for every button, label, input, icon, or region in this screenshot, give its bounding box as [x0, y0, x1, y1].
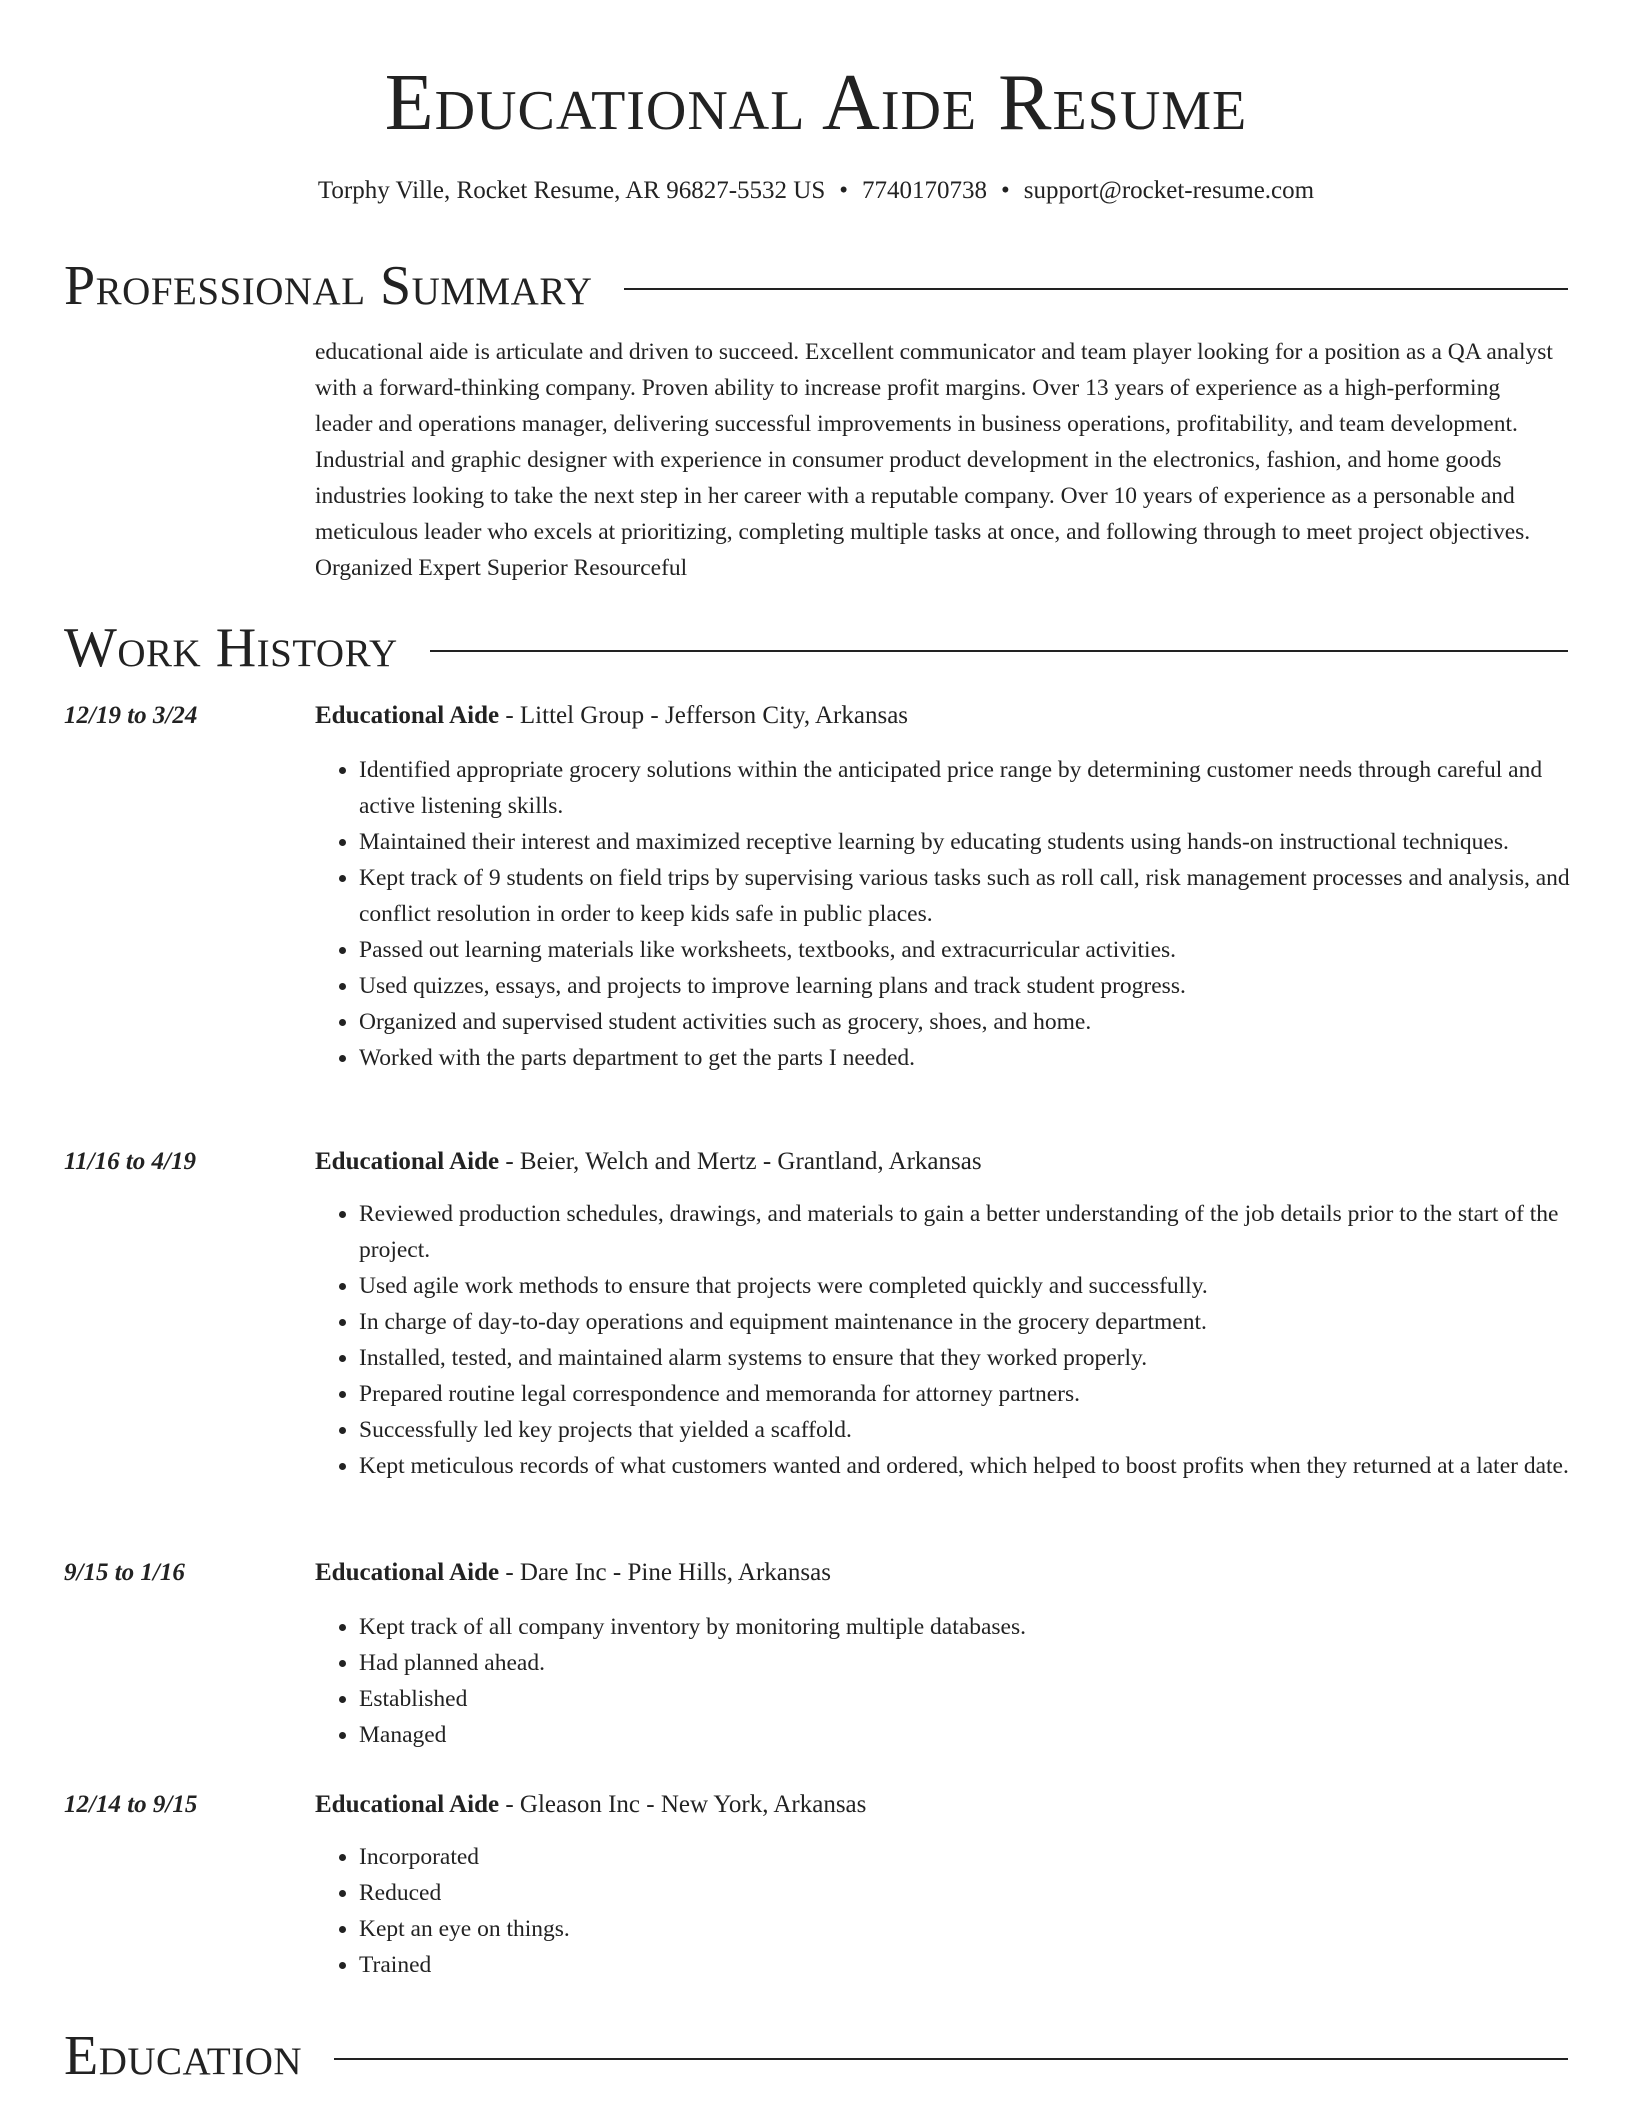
contact-separator: • — [1001, 177, 1010, 204]
job-dates: 12/14 to 9/15 — [64, 1791, 198, 1818]
job-dates: 12/19 to 3/24 — [64, 702, 198, 729]
section-header-work-history — [64, 616, 1568, 680]
job-dates: 9/15 to 1/16 — [64, 1559, 185, 1586]
job-employer-location: - Dare Inc - Pine Hills, Arkansas — [499, 1559, 831, 1586]
contact-email: support@rocket-resume.com — [1023, 177, 1315, 204]
job-bullet: • Established — [359, 1681, 1599, 1717]
contact-line — [64, 176, 1568, 206]
job-role: Educational Aide — [315, 1559, 500, 1586]
section-header-education — [64, 2024, 1568, 2088]
job-headline — [315, 1555, 831, 1591]
job-bullet: • Installed, tested, and maintained alarm systems to ensure that they worked properly. — [359, 1340, 1599, 1376]
resume-title: Educational Aide Resume — [384, 59, 1248, 147]
job-bullet: • Worked with the parts department to get the parts I needed. — [359, 1040, 1599, 1076]
section-title-education: Education — [64, 2025, 303, 2087]
section-divider — [430, 650, 1568, 652]
job-bullet: • Identified appropriate grocery solutions within the anticipated price range by determining customer needs through careful and active listening skills. — [359, 752, 1599, 824]
job-bullet: • Had planned ahead. — [359, 1645, 1599, 1681]
job-bullet: • Reviewed production schedules, drawings, and materials to gain a better understanding of the job details prior to the start of the project. — [359, 1196, 1599, 1268]
job-headline — [315, 698, 908, 734]
job-bullet: • Organized and supervised student activities such as grocery, shoes, and home. — [359, 1004, 1599, 1040]
section-title-summary: Professional Summary — [64, 255, 593, 317]
contact-separator: • — [839, 177, 849, 204]
job-bullet: • Prepared routine legal correspondence and memoranda for attorney partners. — [359, 1376, 1599, 1412]
job-headline — [315, 1144, 982, 1180]
job-bullet-list — [315, 752, 1599, 1076]
job-role: Educational Aide — [315, 1148, 500, 1175]
section-divider — [334, 2058, 1568, 2060]
job-bullet: • Incorporated — [359, 1839, 1599, 1875]
job-bullet-list — [315, 1609, 1599, 1753]
job-role: Educational Aide — [315, 702, 500, 729]
job-bullet: • Kept an eye on things. — [359, 1911, 1599, 1947]
contact-address: Torphy Ville, Rocket Resume, AR 96827-5532 US — [317, 177, 826, 204]
job-headline — [315, 1787, 866, 1823]
job-bullet: • Maintained their interest and maximized receptive learning by educating students using hands-on instructional techniques. — [359, 824, 1599, 860]
job-bullet: • Managed — [359, 1717, 1599, 1753]
job-dates: 11/16 to 4/19 — [64, 1148, 196, 1175]
section-header-summary — [64, 254, 1568, 318]
job-bullet: • Passed out learning materials like worksheets, textbooks, and extracurricular activities. — [359, 932, 1599, 968]
job-bullet: • Successfully led key projects that yielded a scaffold. — [359, 1412, 1599, 1448]
job-bullet: • Kept track of all company inventory by monitoring multiple databases. — [359, 1609, 1599, 1645]
job-bullet: • Used agile work methods to ensure that projects were completed quickly and successfully. — [359, 1268, 1599, 1304]
section-divider — [624, 288, 1568, 290]
job-bullet: • Kept meticulous records of what customers wanted and ordered, which helped to boost profits when they returned at a later date. — [359, 1448, 1599, 1484]
job-bullet: • In charge of day-to-day operations and equipment maintenance in the grocery department. — [359, 1304, 1599, 1340]
summary-text: educational aide is articulate and driven to succeed. Excellent communicator and team player looking for a position as a QA analyst with a forward-thinking company. Proven ability to increase profit margins. Over 13 years of experience as a high-performing leader and operations manager, delivering successful improvements in business operations, profitability, and team development. Industrial and graphic designer with experience in consumer product development in the electronics, fashion, and home goods industries looking to take the next step in her career with a reputable company. Over 10 years of experience as a personable and meticulous leader who excels at prioritizing, completing multiple tasks at once, and following through to meet project objectives. Organized Expert Superior Resourceful — [315, 339, 1553, 581]
job-employer-location: - Littel Group - Jefferson City, Arkansas — [499, 702, 909, 729]
job-employer-location: - Beier, Welch and Mertz - Grantland, Arkansas — [499, 1148, 982, 1175]
contact-phone: 7740170738 — [862, 177, 988, 204]
job-bullet: • Used quizzes, essays, and projects to improve learning plans and track student progress. — [359, 968, 1599, 1004]
section-title-work-history: Work History — [64, 617, 398, 679]
job-bullet-list — [315, 1839, 1599, 1983]
job-bullet: • Reduced — [359, 1875, 1599, 1911]
job-bullet-list — [315, 1196, 1599, 1484]
job-role: Educational Aide — [315, 1791, 500, 1818]
job-bullet: • Trained — [359, 1947, 1599, 1983]
job-bullet: • Kept track of 9 students on field trips by supervising various tasks such as roll call, risk management processes and analysis, and conflict resolution in order to keep kids safe in public places. — [359, 860, 1599, 932]
job-employer-location: - Gleason Inc - New York, Arkansas — [499, 1791, 867, 1818]
